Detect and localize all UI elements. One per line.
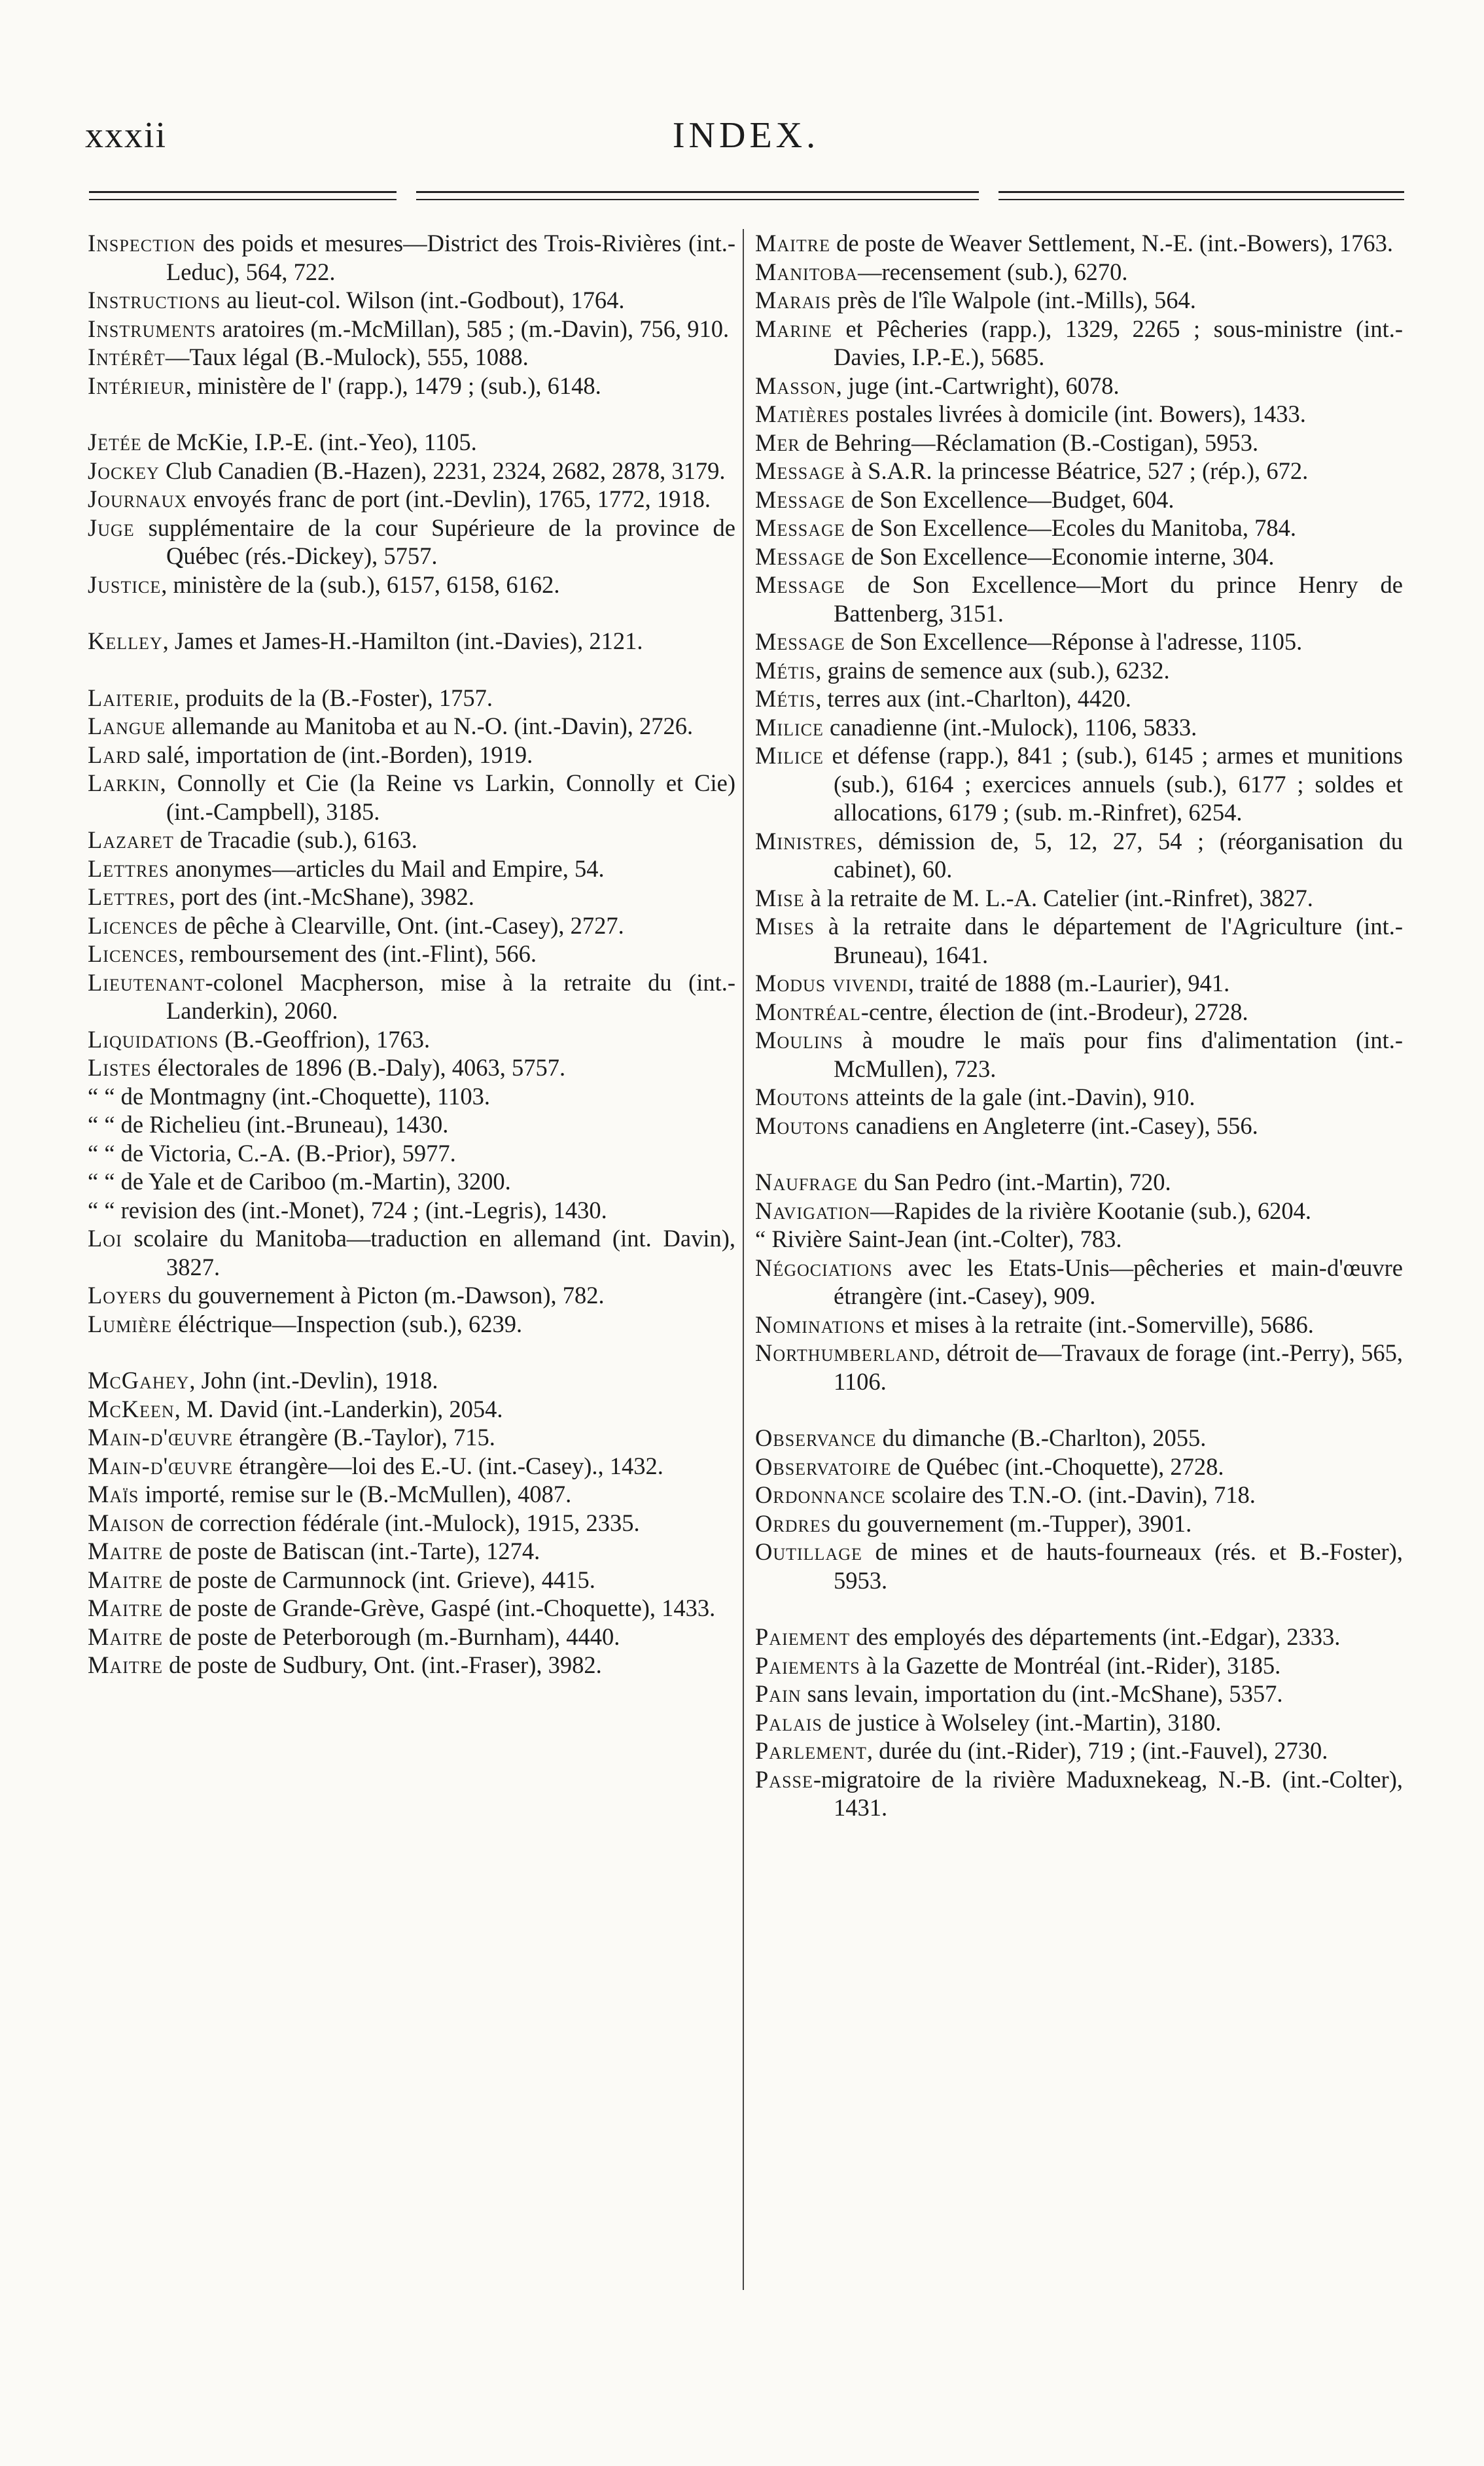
entry-text: sans levain, importation du (int.-McShane), 5357. [801,1680,1283,1707]
entry-headword: Marais [755,287,832,313]
index-entry [88,343,735,372]
index-entry [755,969,1403,998]
entry-headword: Lieutenant [88,968,205,996]
index-entry [755,713,1403,742]
entry-text: -migratoire de la rivière Maduxnekeag, N.-B. (int.-Colter), 1431. [813,1765,1403,1821]
header-rule-center [416,191,979,204]
entry-headword: Observance [755,1424,877,1451]
index-entry [755,1254,1403,1311]
index-entry [755,1453,1403,1481]
index-entry [755,542,1403,571]
entry-headword: Ordonnance [755,1481,886,1508]
section-gap [88,656,735,684]
index-entry [88,571,735,599]
entry-text: “ “ de Montmagny (int.-Choquette), 1103. [88,1082,490,1110]
entry-headword: Justice [88,571,162,598]
index-entry [755,229,1403,258]
column-divider [743,229,744,2290]
entry-headword: Paiement [755,1623,851,1650]
index-entry [755,457,1403,485]
entry-headword: Matières [755,400,850,427]
entry-headword: Paiements [755,1651,860,1679]
entry-headword: Message [755,628,845,655]
entry-text: —Rapides de la rivière Kootanie (sub.), 6204. [870,1197,1312,1224]
entry-headword: Marine [755,315,832,342]
index-entry [88,1110,735,1139]
entry-text: , juge (int.-Cartwright), 6078. [836,372,1120,399]
index-entry [88,712,735,741]
entry-text: des employés des départements (int.-Edgar), 2333. [850,1623,1341,1650]
entry-text: , traité de 1888 (m.-Laurier), 941. [908,970,1230,996]
section-gap [755,1396,1403,1424]
index-entry [88,1509,735,1538]
entry-headword: Licences [88,940,179,967]
entry-headword: Mises [755,913,815,940]
entry-text: à la retraite dans le département de l'Agriculture (int.-Bruneau), 1641. [814,913,1403,968]
entry-text: canadiens en Angleterre (int.-Casey), 556. [849,1112,1258,1139]
entry-headword: Navigation [755,1197,870,1224]
index-entry [88,428,735,457]
entry-text: de poste de Carmunnock (int. Grieve), 4415. [163,1566,595,1593]
entry-headword: Naufrage [755,1169,858,1195]
entry-headword: Pain [755,1680,802,1707]
index-entry [88,1423,735,1452]
index-entry [755,1339,1403,1396]
index-entry [88,1395,735,1424]
entry-text: de pêche à Clearville, Ont. (int.-Casey), 2727. [178,911,624,939]
entry-headword: Ordres [755,1509,832,1537]
entry-headword: Lumière [88,1310,172,1337]
entry-text: de Son Excellence—Economie interne, 304. [845,542,1275,570]
entry-headword: Palais [755,1708,822,1736]
index-entry [88,1196,735,1225]
entry-text: —Taux légal (B.-Mulock), 555, 1088. [165,343,529,370]
entry-text: de Tracadie (sub.), 6163. [173,826,417,853]
entry-text: scolaire du Manitoba—traduction en allemand (int. Davin), 3827. [122,1225,735,1280]
entry-headword: Licences [88,911,179,939]
index-entry [88,1224,735,1281]
entry-headword: Parlement [755,1737,867,1764]
entry-text: éléctrique—Inspection (sub.), 6239. [171,1310,523,1337]
index-entry [88,1452,735,1481]
entry-headword: Maison [88,1509,165,1536]
entry-text: , ministère de l' (rapp.), 1479 ; (sub.), 6148. [185,372,601,399]
entry-text: -colonel Macpherson, mise à la retraite du (int.-Landerkin), 2060. [166,968,735,1024]
entry-headword: Maitre [88,1594,163,1621]
entry-text: , Connolly et Cie (la Reine vs Larkin, Connolly et Cie) (int.-Campbell), 3185. [160,769,735,825]
index-entry [755,1026,1403,1083]
index-entry [88,769,735,826]
index-entry [755,1424,1403,1453]
entry-headword: Modus vivendi [755,970,908,996]
section-gap [88,400,735,428]
index-entry [755,741,1403,827]
entry-text: supplémentaire de la cour Supérieure de la province de Québec (rés.-Dickey), 5757. [134,514,735,569]
index-entry [755,1197,1403,1225]
entry-text: de Son Excellence—Réponse à l'adresse, 1105. [845,628,1303,655]
index-entry [755,400,1403,429]
index-entry [755,258,1403,287]
entry-headword: Lettres [88,883,169,910]
entry-headword: Métis [755,685,816,712]
entry-text: , remboursement des (int.-Flint), 566. [178,940,537,967]
index-entry [755,1680,1403,1708]
entry-headword: Jockey [88,457,160,484]
entry-headword: Mise [755,884,805,911]
index-entry [755,1765,1403,1822]
entry-text: canadienne (int.-Mulock), 1106, 5833. [823,713,1197,741]
index-entry [88,1594,735,1623]
entry-headword: Milice [755,713,824,741]
entry-headword: Liquidations [88,1025,219,1053]
index-entry [88,1310,735,1339]
index-entry [88,315,735,343]
entry-text: , détroit de—Travaux de forage (int.-Perry), 565, 1106. [834,1339,1403,1395]
entry-text: , M. David (int.-Landerkin), 2054. [174,1395,503,1422]
entry-text: près de l'île Walpole (int.-Mills), 564. [831,287,1196,313]
index-entry [88,1480,735,1509]
index-entry [88,940,735,968]
index-entry [88,1025,735,1054]
entry-headword: Loyers [88,1282,162,1309]
entry-headword: Passe [755,1765,813,1793]
index-entry [755,1736,1403,1765]
index-entry [755,514,1403,542]
entry-text: de Québec (int.-Choquette), 2728. [891,1453,1224,1480]
entry-headword: Nominations [755,1311,886,1338]
index-entry [88,854,735,883]
entry-headword: McKeen [88,1395,175,1422]
index-entry [755,315,1403,372]
index-entry [88,457,735,485]
index-entry [755,1083,1403,1112]
index-entry [755,998,1403,1027]
index-entry [88,741,735,769]
entry-headword: Message [755,514,845,541]
entry-text: de poste de Peterborough (m.-Burnham), 4440. [163,1623,620,1650]
entry-text: et défense (rapp.), 841 ; (sub.), 6145 ; armes et munitions (sub.), 6164 ; exercices annuels (sub.), 6177 ; soldes et allocations, 6179 ; (sub. m.-Rinfret), 6254. [823,742,1403,826]
index-column-left [88,229,735,2349]
entry-headword: Moutons [755,1083,850,1110]
entry-text: au lieut-col. Wilson (int.-Godbout), 1764. [221,287,625,313]
index-entry [88,1139,735,1168]
entry-text: de McKie, I.P.-E. (int.-Yeo), 1105. [141,429,477,455]
index-entry [88,1366,735,1395]
entry-headword: Montréal [755,998,861,1025]
entry-text: de Son Excellence—Mort du prince Henry de Battenberg, 3151. [834,571,1403,627]
section-gap [88,1338,735,1366]
index-entry [88,1566,735,1594]
entry-text: de poste de Batiscan (int.-Tarte), 1274. [163,1538,540,1564]
index-entry [88,514,735,571]
entry-text: , grains de semence aux (sub.), 6232. [815,656,1170,684]
entry-headword: Maitre [88,1566,163,1593]
index-entry [755,485,1403,514]
entry-text: , démission de, 5, 12, 27, 54 ; (réorganisation du cabinet), 60. [834,827,1403,883]
index-entry [88,1281,735,1310]
entry-headword: Listes [88,1054,152,1081]
entry-text: du San Pedro (int.-Martin), 720. [858,1169,1171,1195]
index-entry [755,656,1403,685]
section-gap [88,599,735,627]
index-entry [755,1225,1403,1254]
entry-text: étrangère (B.-Taylor), 715. [233,1424,495,1451]
entry-text: postales livrées à domicile (int. Bowers), 1433. [849,400,1306,427]
index-entry [755,1708,1403,1737]
entry-headword: Juge [88,514,135,541]
entry-text: de Son Excellence—Ecoles du Manitoba, 784. [845,514,1296,541]
entry-text: —recensement (sub.), 6270. [857,258,1128,285]
index-column-right [755,229,1403,2349]
entry-headword: Laiterie [88,684,174,711]
entry-headword: Manitoba [755,258,858,285]
index-entry [755,912,1403,969]
entry-text: à la Gazette de Montréal (int.-Rider), 3185. [860,1651,1281,1679]
entry-headword: McGahey [88,1367,190,1394]
entry-headword: Larkin [88,769,160,796]
entry-text: , durée du (int.-Rider), 719 ; (int.-Fauvel), 2730. [866,1737,1328,1764]
index-entry [755,1168,1403,1197]
index-entry [755,429,1403,457]
section-gap [755,1594,1403,1623]
entry-text: aratoires (m.-McMillan), 585 ; (m.-Davin), 756, 910. [216,315,730,342]
entry-headword: Main-d'œuvre [88,1452,234,1479]
entry-headword: Instruments [88,315,217,342]
index-entry [755,286,1403,315]
entry-headword: Négociations [755,1254,893,1281]
index-entry [755,627,1403,656]
entry-text: à moudre le maïs pour fins d'alimentation (int.-McMullen), 723. [834,1027,1403,1082]
entry-headword: Jetée [88,429,142,455]
entry-headword: Métis [755,656,816,684]
index-entry [88,1167,735,1196]
entry-text: importé, remise sur le (B.-McMullen), 4087. [139,1481,572,1507]
entry-text: à S.A.R. la princesse Béatrice, 527 ; (rép.), 672. [845,457,1309,484]
entry-text: avec les Etats-Unis—pêcheries et main-d'œuvre étrangère (int.-Casey), 909. [834,1254,1403,1309]
entry-text: et Pêcheries (rapp.), 1329, 2265 ; sous-ministre (int.-Davies, I.P.-E.), 5685. [832,315,1403,370]
entry-text: de poste de Weaver Settlement, N.-E. (int.-Bowers), 1763. [830,230,1393,256]
entry-headword: Mer [755,429,800,456]
index-entry [88,968,735,1025]
index-entry [88,372,735,400]
index-entry [88,286,735,315]
entry-text: à la retraite de M. L.-A. Catelier (int.-Rinfret), 3827. [804,884,1313,911]
entry-headword: Masson [755,372,836,399]
index-entry [755,684,1403,713]
index-entry [88,826,735,854]
entry-headword: Observatoire [755,1453,892,1480]
index-entry [88,485,735,514]
entry-text: des poids et mesures—District des Trois-Rivières (int.-Leduc), 564, 722. [166,230,735,285]
entry-headword: Message [755,542,845,570]
entry-headword: Maitre [88,1538,163,1564]
page-number: xxxii [85,115,168,156]
entry-text: envoyés franc de port (int.-Devlin), 1765, 1772, 1918. [187,485,711,512]
entry-headword: Message [755,485,845,513]
entry-headword: Lazaret [88,826,174,853]
entry-headword: Intérieur [88,372,186,399]
entry-text: de Son Excellence—Budget, 604. [845,485,1175,513]
entry-text: “ Rivière Saint-Jean (int.-Colter), 783. [755,1225,1122,1252]
entry-headword: Inspection [88,230,196,256]
entry-headword: Moutons [755,1112,850,1139]
entry-text: atteints de la gale (int.-Davin), 910. [849,1083,1195,1110]
index-entry [88,684,735,713]
page-header [85,114,1407,167]
entry-text: scolaire des T.N.-O. (int.-Davin), 718. [885,1481,1256,1508]
entry-headword: Maïs [88,1481,139,1507]
entry-text: , John (int.-Devlin), 1918. [189,1367,438,1394]
entry-text: “ “ de Richelieu (int.-Bruneau), 1430. [88,1111,449,1138]
section-gap [755,1140,1403,1168]
index-entry [755,827,1403,884]
entry-headword: Lettres [88,854,169,882]
entry-text: du gouvernement à Picton (m.-Dawson), 782. [162,1282,605,1309]
entry-text: anonymes—articles du Mail and Empire, 54. [169,854,605,882]
entry-text: du dimanche (B.-Charlton), 2055. [876,1424,1207,1451]
page-title: INDEX. [672,115,820,156]
entry-headword: Message [755,457,845,484]
entry-text: de poste de Sudbury, Ont. (int.-Fraser), 3982. [163,1651,602,1678]
entry-text: -centre, élection de (int.-Brodeur), 2728. [860,998,1248,1025]
entry-headword: Ministres [755,827,857,854]
index-entry [755,1112,1403,1140]
entry-headword: Instructions [88,287,221,313]
index-entry [88,883,735,911]
entry-headword: Northumberland [755,1339,935,1366]
entry-text: et mises à la retraite (int.-Somerville), 5686. [885,1311,1314,1338]
index-entry [88,229,735,286]
entry-text: salé, importation de (int.-Borden), 1919. [141,741,533,768]
entry-text: , port des (int.-McShane), 3982. [169,883,474,910]
entry-text: , terres aux (int.-Charlton), 4420. [815,685,1131,712]
entry-text: allemande au Manitoba et au N.-O. (int.-Davin), 2726. [166,713,694,739]
entry-text: “ “ revision des (int.-Monet), 724 ; (int.-Legris), 1430. [88,1196,607,1224]
index-entry [755,571,1403,627]
index-entry [88,1537,735,1566]
index-entry [88,627,735,656]
entry-headword: Maitre [88,1623,163,1650]
entry-headword: Outillage [755,1538,862,1565]
entry-text: , James et James-H.-Hamilton (int.-Davies), 2121. [162,627,643,654]
entry-headword: Lard [88,741,141,768]
index-entry [755,1481,1403,1509]
entry-text: du gouvernement (m.-Tupper), 3901. [831,1509,1192,1537]
index-entry [755,1509,1403,1538]
header-rule-right [998,191,1404,204]
index-entry [755,884,1403,913]
entry-headword: Langue [88,713,166,739]
entry-text: électorales de 1896 (B.-Daly), 4063, 5757. [151,1054,566,1081]
entry-text: (B.-Geoffrion), 1763. [219,1025,431,1053]
index-entry [755,1623,1403,1651]
entry-headword: Loi [88,1225,122,1252]
entry-headword: Maitre [88,1651,163,1678]
entry-text: de correction fédérale (int.-Mulock), 1915, 2335. [164,1509,640,1536]
entry-text: , produits de la (B.-Foster), 1757. [173,684,493,711]
entry-headword: Moulins [755,1027,843,1053]
index-entry [88,1651,735,1680]
entry-text: de mines et de hauts-fourneaux (rés. et B.-Foster), 5953. [834,1538,1403,1594]
entry-text: de justice à Wolseley (int.-Martin), 3180. [822,1708,1222,1736]
entry-headword: Maitre [755,230,830,256]
entry-text: de Behring—Réclamation (B.-Costigan), 5953. [800,429,1259,456]
index-entry [88,1082,735,1111]
index-entry [88,1053,735,1082]
entry-text: Club Canadien (B.-Hazen), 2231, 2324, 2682, 2878, 3179. [159,457,726,484]
entry-headword: Message [755,571,845,598]
index-entry [755,1651,1403,1680]
entry-headword: Milice [755,742,824,769]
entry-text: étrangère—loi des E.-U. (int.-Casey)., 1432. [233,1452,663,1479]
entry-headword: Main-d'œuvre [88,1424,234,1451]
index-entry [88,1623,735,1651]
entry-headword: Kelley [88,627,163,654]
entry-headword: Journaux [88,485,188,512]
entry-text: “ “ de Yale et de Cariboo (m.-Martin), 3200. [88,1168,511,1195]
entry-text: “ “ de Victoria, C.-A. (B.-Prior), 5977. [88,1139,456,1167]
entry-headword: Intérêt [88,343,166,370]
index-entry [755,1311,1403,1339]
entry-text: , ministère de la (sub.), 6157, 6158, 6162. [161,571,560,598]
index-entry [755,1538,1403,1594]
header-rule-left [89,191,397,204]
entry-text: de poste de Grande-Grève, Gaspé (int.-Choquette), 1433. [163,1594,716,1621]
index-entry [755,372,1403,400]
index-entry [88,911,735,940]
